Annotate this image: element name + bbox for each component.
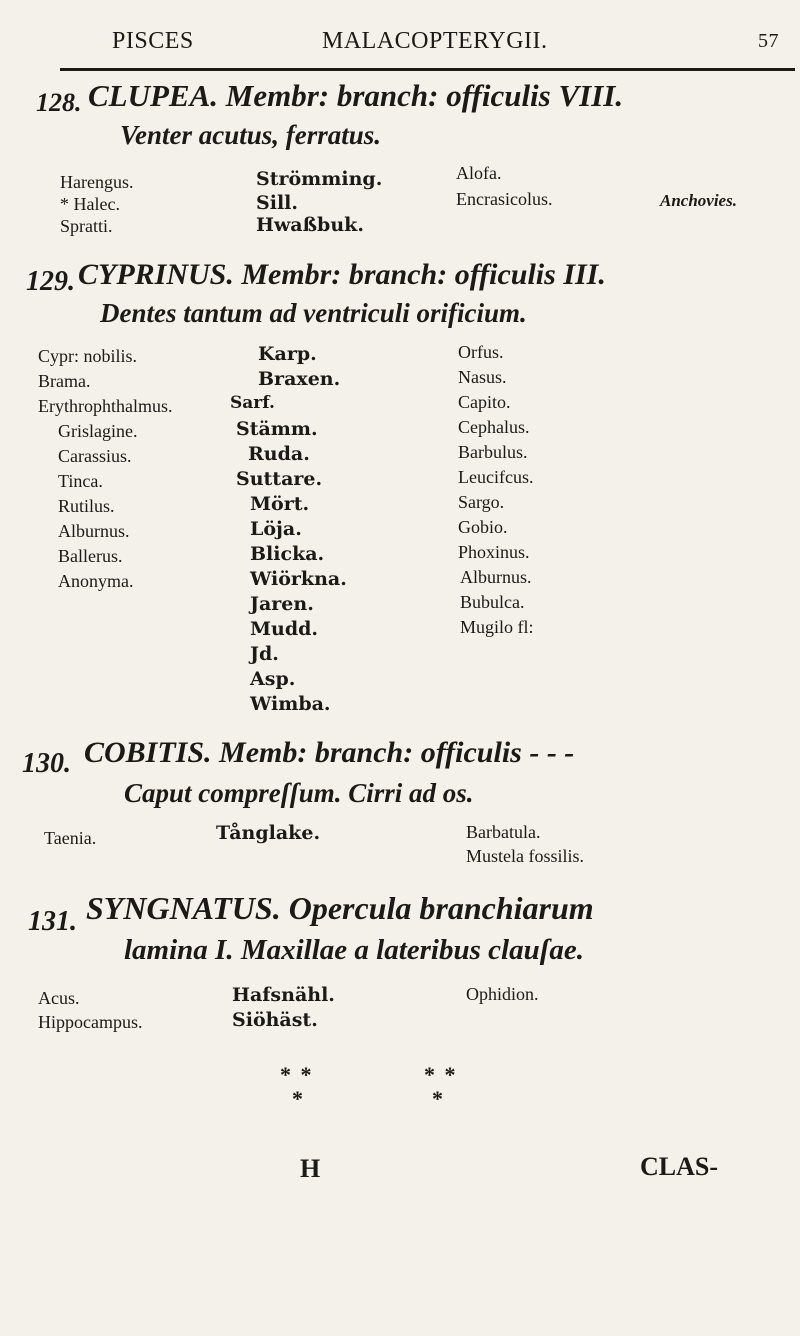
- section-number-128: 128.: [36, 88, 82, 117]
- clupea-synonym-2: Encrasicolus.: [456, 189, 553, 209]
- cyprinus-vernacular-15: Wimba.: [250, 693, 331, 715]
- clupea-latin-2: * Halec.: [60, 194, 120, 214]
- cyprinus-latin-4: Grislagine.: [58, 421, 138, 441]
- signature-mark: H: [300, 1154, 321, 1183]
- cyprinus-latin-3: Erythrophthalmus.: [38, 396, 173, 416]
- cyprinus-vernacular-11: Jaren.: [250, 593, 314, 615]
- clupea-anchovies: Anchovies.: [660, 191, 737, 210]
- cyprinus-latin-9: Ballerus.: [58, 546, 123, 566]
- section-title-syngnatus: SYNGNATUS. Opercula branchiarum: [86, 890, 594, 926]
- cobitis-synonym-2: Mustela fossilis.: [466, 846, 585, 866]
- cyprinus-vernacular-5: Ruda.: [248, 443, 310, 465]
- section-subtitle-cobitis: Caput compreſſum. Cirri ad os.: [124, 778, 474, 808]
- running-head-left: PISCES: [112, 28, 194, 54]
- cyprinus-synonym-8: Gobio.: [458, 517, 508, 537]
- clupea-vernacular-2: Sill.: [256, 192, 298, 214]
- clupea-vernacular-1: Strömming.: [256, 168, 383, 190]
- cyprinus-synonym-2: Nasus.: [458, 367, 507, 387]
- cyprinus-latin-5: Carassius.: [58, 446, 132, 466]
- cyprinus-vernacular-2: Braxen.: [258, 368, 341, 390]
- section-title-clupea: CLUPEA. Membr: branch: officulis VIII.: [88, 78, 624, 113]
- syngnatus-vernacular-2: Siöhäst.: [232, 1009, 318, 1031]
- header-rule: [60, 68, 795, 71]
- cyprinus-vernacular-1: Karp.: [258, 343, 317, 365]
- page-number: 57: [758, 30, 779, 52]
- clupea-vernacular-3: Hwaßbuk.: [256, 214, 364, 236]
- section-number-129: 129.: [26, 266, 75, 297]
- cyprinus-latin-6: Tinca.: [58, 471, 103, 491]
- catchword: CLAS-: [640, 1152, 719, 1181]
- cyprinus-synonym-12: Mugilo fl:: [460, 617, 534, 637]
- cyprinus-synonym-11: Bubulca.: [460, 592, 525, 612]
- cyprinus-vernacular-6: Suttare.: [236, 468, 323, 490]
- ornament-stars-1: * *: [280, 1062, 314, 1087]
- cyprinus-vernacular-4: Stämm.: [236, 418, 318, 440]
- cyprinus-vernacular-10: Wiörkna.: [250, 568, 347, 590]
- cyprinus-synonym-4: Cephalus.: [458, 417, 530, 437]
- section-subtitle-clupea: Venter acutus, ferratus.: [120, 120, 382, 150]
- cyprinus-synonym-10: Alburnus.: [460, 567, 532, 587]
- cobitis-latin-1: Taenia.: [44, 828, 97, 848]
- cyprinus-vernacular-7: Mört.: [250, 493, 310, 515]
- cyprinus-latin-2: Brama.: [38, 371, 91, 391]
- ornament-stars-4: *: [432, 1086, 445, 1111]
- cyprinus-synonym-3: Capito.: [458, 392, 511, 412]
- syngnatus-synonym-1: Ophidion.: [466, 984, 539, 1004]
- cyprinus-vernacular-13: Jd.: [250, 643, 279, 665]
- cyprinus-synonym-6: Leucifcus.: [458, 467, 534, 487]
- cobitis-vernacular-1: Tånglake.: [216, 822, 321, 844]
- cyprinus-vernacular-14: Asp.: [250, 668, 296, 690]
- ornament-stars-2: *: [292, 1086, 305, 1111]
- clupea-synonym-1: Alofa.: [456, 163, 502, 183]
- clupea-latin-1: Harengus.: [60, 172, 134, 192]
- syngnatus-latin-2: Hippocampus.: [38, 1012, 143, 1032]
- section-title-cyprinus: CYPRINUS. Membr: branch: officulis III.: [78, 258, 606, 291]
- syngnatus-latin-1: Acus.: [38, 988, 80, 1008]
- ornament-stars-3: * *: [424, 1062, 458, 1087]
- section-number-130: 130.: [22, 748, 71, 779]
- section-number-131: 131.: [28, 906, 77, 937]
- cyprinus-latin-8: Alburnus.: [58, 521, 130, 541]
- section-subtitle-syngnatus: lamina I. Maxillae a lateribus clauſae.: [124, 934, 584, 966]
- section-subtitle-cyprinus: Dentes tantum ad ventriculi orificium.: [100, 298, 527, 328]
- cyprinus-synonym-9: Phoxinus.: [458, 542, 530, 562]
- cyprinus-synonym-1: Orfus.: [458, 342, 504, 362]
- clupea-latin-3: Spratti.: [60, 216, 113, 236]
- cyprinus-vernacular-12: Mudd.: [250, 618, 319, 640]
- cobitis-synonym-1: Barbatula.: [466, 822, 541, 842]
- cyprinus-vernacular-9: Blicka.: [250, 543, 325, 565]
- cyprinus-synonym-7: Sargo.: [458, 492, 505, 512]
- running-head-center: MALACOPTERYGII.: [322, 28, 548, 54]
- section-title-cobitis: COBITIS. Memb: branch: officulis - - -: [84, 736, 575, 769]
- cyprinus-vernacular-3: Sarf.: [230, 393, 275, 413]
- cyprinus-vernacular-8: Löja.: [250, 518, 302, 540]
- cyprinus-synonym-5: Barbulus.: [458, 442, 528, 462]
- cyprinus-latin-7: Rutilus.: [58, 496, 115, 516]
- cyprinus-latin-10: Anonyma.: [58, 571, 134, 591]
- syngnatus-vernacular-1: Hafsnähl.: [232, 984, 335, 1006]
- cyprinus-latin-1: Cypr: nobilis.: [38, 346, 138, 366]
